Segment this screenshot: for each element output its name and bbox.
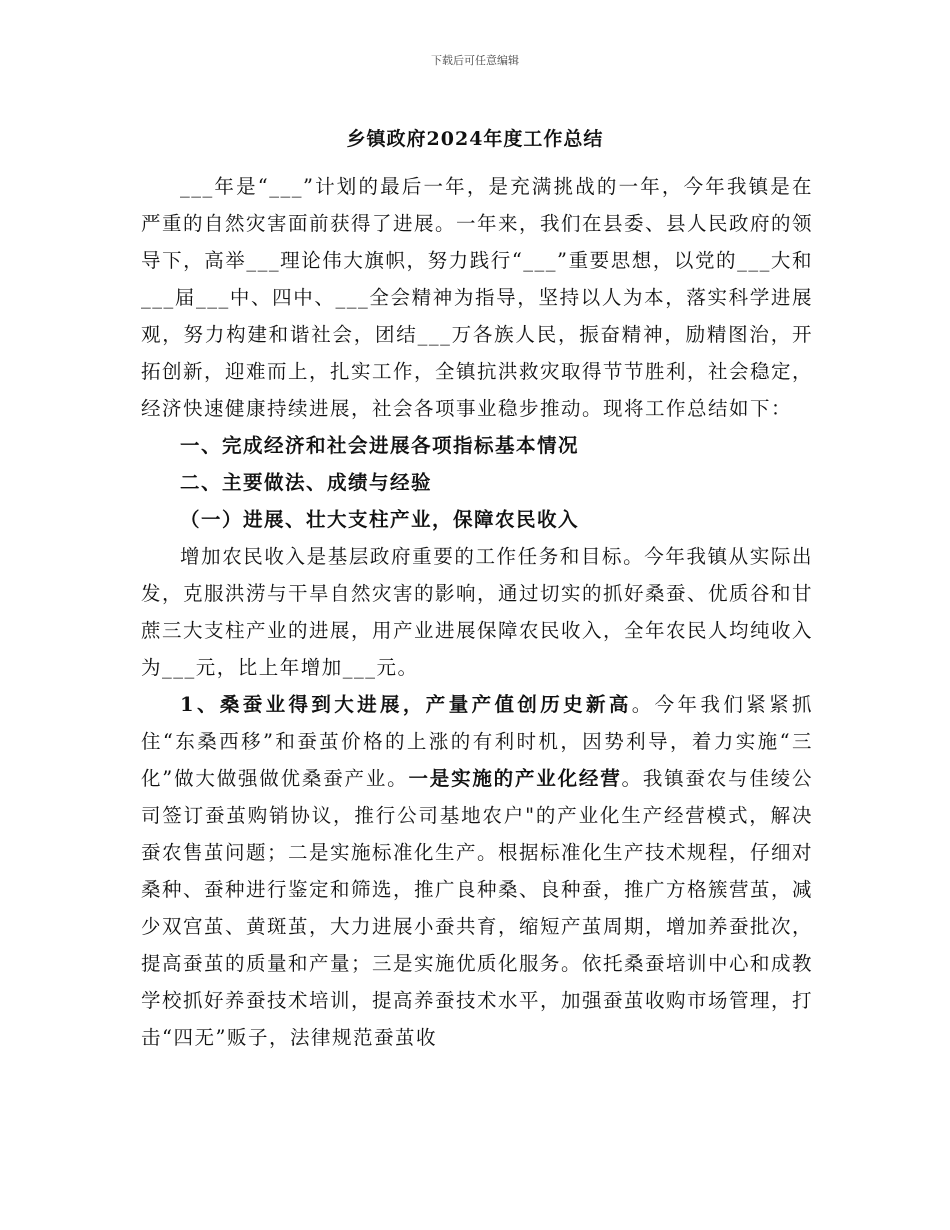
header-note: 下载后可任意编辑 <box>431 54 519 67</box>
subsection-heading-1: （一）进展、壮大支柱产业，保障农民收入 <box>180 508 580 531</box>
income-paragraph: 增加农民收入是基层政府重要的工作任务和目标。今年我镇从实际出发，克服洪涝与干旱自然灾害的影响，通过切实的抓好桑蚕、优质谷和甘蔗三大支柱产业的进展，用产业进展保障农民收入，全年农民人均纯收入为___元，比上年增加___元。 <box>141 545 814 679</box>
intro-paragraph: ___年是“___”计划的最后一年，是充满挑战的一年，今年我镇是在严重的自然灾害面前获得了进展。一年来，我们在县委、县人民政府的领导下，高举___理论伟大旗帜，努力践行“___”重要思想，以党的___大和___届___中、四中、___全会精神为指导，坚持以人为本，落实科学进展观，努力构建和谐社会，团结___万各族人民，振奋精神，励精图治，开拓创新，迎难而上，扎实工作，全镇抗洪救灾取得节节胜利，社会稳定，经济快速健康持续进展，社会各项事业稳步推动。现将工作总结如下： <box>141 175 814 420</box>
silk-point-1: 一是实施的产业化经营 <box>408 767 622 790</box>
document-body <box>141 168 813 1056</box>
section-heading-2: 二、主要做法、成绩与经验 <box>180 471 433 494</box>
silk-text-c: 。我镇蚕农与佳绫公司签订蚕茧购销协议，推行公司基地农户"的产业化生产经营模式，解决蚕农售茧问题；二是实施标准化生产。根据标准化生产技术规程，仔细对桑种、蚕种进行鉴定和筛选，推广良种桑、良种蚕，推广方格簇营茧，减少双宫茧、黄斑茧，大力进展小蚕共育，缩短产茧周期，增加养蚕批次，提高蚕茧的质量和产量；三是实施优质化服务。依托桑蚕培训中心和成教学校抓好养蚕技术培训，提高养蚕技术水平，加强蚕茧收购市场管理，打击“四无”贩子，法律规范蚕茧收 <box>141 767 814 1049</box>
section-heading-1: 一、完成经济和社会进展各项指标基本情况 <box>180 434 580 457</box>
silk-lead-text: 1、桑蚕业得到大进展，产量产值创历史新高 <box>180 693 632 716</box>
document-title: 乡镇政府2024年度工作总结 <box>346 128 604 150</box>
silk-paragraph <box>141 686 813 1056</box>
silk-text-a: 。今年我们紧紧抓住“东桑西移”和蚕茧价格的上涨的有利时机，因势利导，着力实施“三化”做大做强做优桑蚕产业。 <box>141 693 813 790</box>
